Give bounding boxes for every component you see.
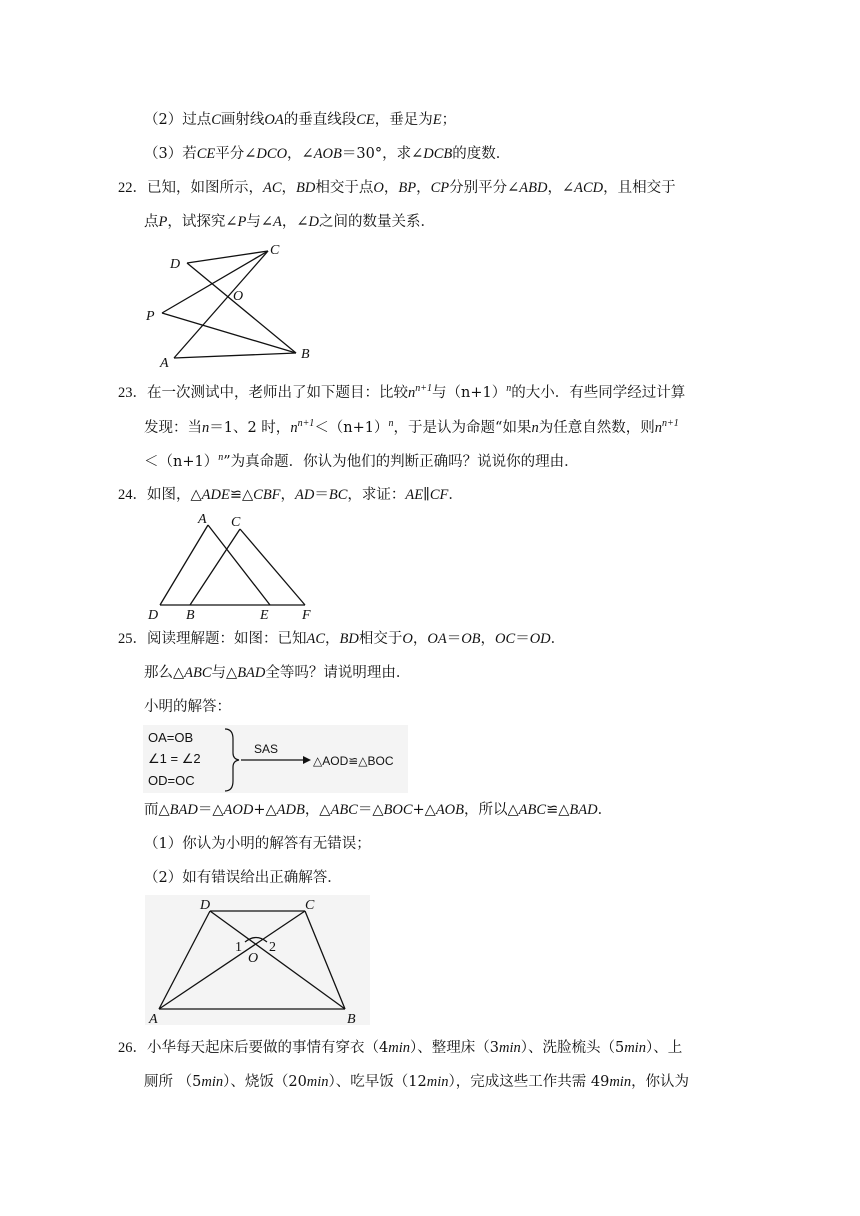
label-d: D [170,257,181,272]
seg-ae [208,525,270,605]
label-a: A [149,1012,158,1025]
label-c: C [270,243,280,258]
q26-line1: 26．小华每天起床后要做的事情有穿衣（4min）、整理床（3min）、洗脸梳头（5min）、上 [118,1040,683,1056]
q25-solution-box [143,725,408,793]
q21-part2: （2）过点C画射线OA的垂直线段CE，垂足为E； [144,112,457,128]
seg-pb [162,313,296,353]
q24-line: 24．如图，△ADE≌△CBF，AD＝BC，求证：AE∥CF． [118,487,463,503]
q21-part3: （3）若CE平分∠DCO，∠AOB＝30°，求∠DCB的度数． [144,146,511,162]
seg-ab [174,353,296,358]
q23-line1: 23．在一次测试中，老师出了如下题目：比较$n^{n+1}$与$(n+1)^n$的大小．有些同学经过计算 [118,383,686,401]
q22-line2: 点P，试探究∠P与∠A，∠D之间的数量关系． [144,214,436,230]
q25-line2: 那么△ABC与△BAD全等吗？请说明理由． [144,665,411,681]
seg-bc [190,529,240,605]
q25-part2: （2）如有错误给出正确解答． [144,870,342,886]
label-c: C [231,515,241,530]
q23-line3: $<(n+1)^n$”为真命题．你认为他们的判断正确吗？说说你的理由． [144,452,579,470]
q22-figure [140,240,320,370]
q23-line2: 发现：当n＝1、2 时，$n^{n+1}<(n+1)^n$，于是认为命题“如果n为任意自然数，则$n^{n+1}$ [144,418,679,436]
label-a: A [198,512,207,527]
seg-cf [240,529,305,605]
q25-line3: 小明的解答： [144,699,231,715]
label-d: D [200,898,211,913]
q25-part1: （1）你认为小明的解答有无错误； [144,836,371,852]
label-a: A [160,356,169,370]
q24-figure [145,508,325,624]
label-b: B [301,347,310,362]
seg-da [160,525,208,605]
seg-dc [187,251,268,263]
label-f: F [302,608,311,623]
label-p: P [146,309,155,324]
label-b: B [186,608,195,623]
q26-line2: 厕所 （5min）、烧饭（20min）、吃早饭（12min），完成这些工作共需 49min，你认为 [144,1074,690,1090]
sol-row2: ∠1 = ∠2 [148,751,201,766]
label-o: O [248,951,259,966]
label-d: D [148,608,159,623]
seg-ac [174,251,268,358]
sol-row3: OD=OC [148,773,195,788]
sol-result: △AOD≌△BOC [313,754,394,768]
label-b: B [347,1012,356,1025]
q22-line1: 22．已知，如图所示，AC，BD相交于点O，BP，CP分别平分∠ABD，∠ACD，且相交于 [118,180,676,196]
seg-db [187,263,296,353]
label-angle-2: 2 [269,940,276,955]
label-o: O [233,289,244,304]
label-c: C [305,898,315,913]
sol-arrow-label: SAS [254,742,279,756]
sol-row1: OA=OB [148,730,194,745]
label-angle-1: 1 [235,940,242,955]
label-e: E [260,608,269,623]
q25-line4: 而△BAD＝△AOD+△ADB，△ABC＝△BOC+△AOB，所以△ABC≌△BAD． [144,802,613,818]
q25-line1: 25．阅读理解题：如图：已知AC，BD相交于O，OA＝OB，OC＝OD． [118,631,566,647]
q25-figure [145,895,370,1025]
